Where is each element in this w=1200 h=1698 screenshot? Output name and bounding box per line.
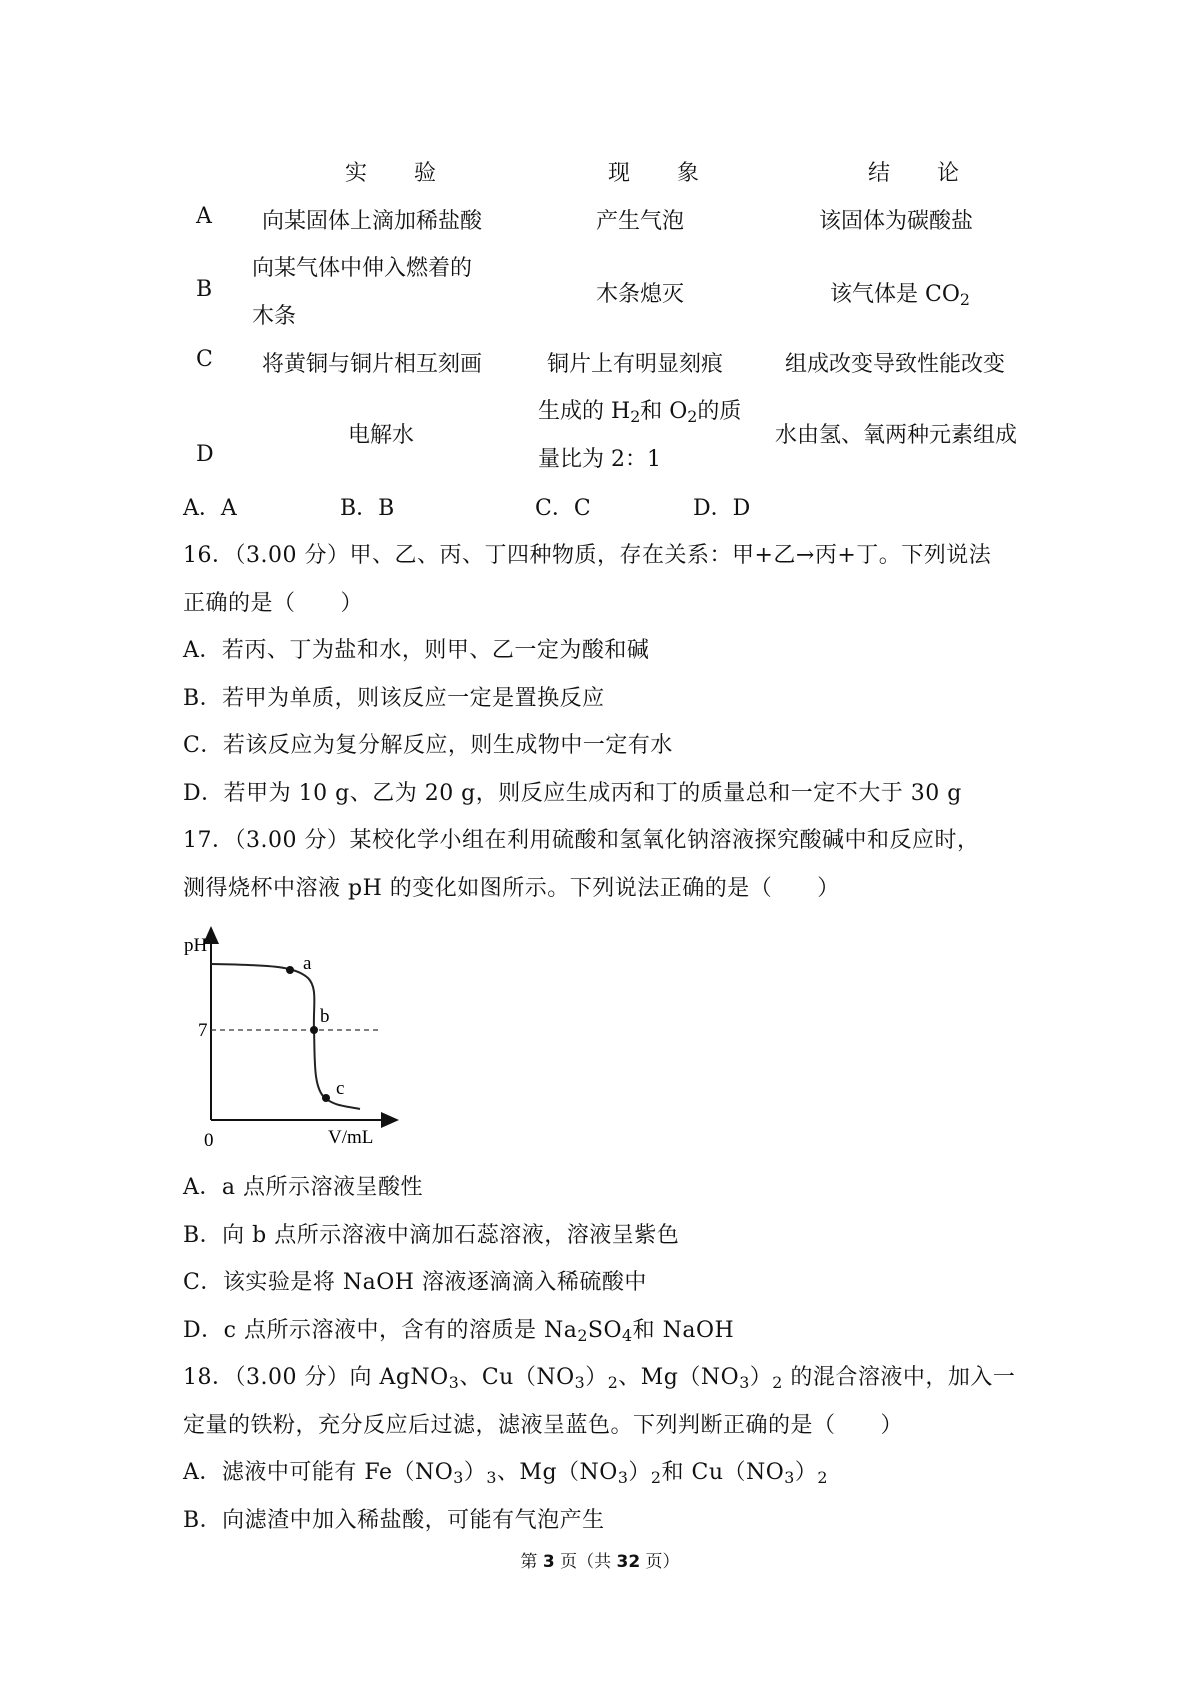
row-b-phenomenon: 木条熄灭 — [596, 282, 685, 307]
q16-option-d: D．若甲为 10 g、乙为 20 g，则反应生成丙和丁的质量总和一定不大于 30 g — [183, 781, 962, 806]
row-c-phenomenon: 铜片上有明显刻痕 — [547, 352, 724, 377]
row-d-experiment: 电解水 — [348, 423, 415, 448]
point-c-marker — [322, 1094, 330, 1102]
row-b-conclusion: 该气体是 $CO_2$ — [830, 282, 970, 309]
table-header-experiment: 实 验 — [345, 161, 456, 186]
current-page-number: 3 — [542, 1552, 555, 1572]
q18-option-b: B．向滤渣中加入稀盐酸，可能有气泡产生 — [183, 1508, 605, 1533]
q16-option-c: C．若该反应为复分解反应，则生成物中一定有水 — [183, 733, 673, 758]
row-a-label: A — [196, 204, 212, 229]
point-b-label: b — [320, 1006, 330, 1027]
ph7-tick-label: 7 — [198, 1020, 208, 1041]
total-page-count: 32 — [616, 1552, 641, 1572]
page-footer: 第 3 页（共 32 页） — [520, 1552, 680, 1572]
row-b-experiment-line2: 木条 — [252, 304, 297, 329]
q16-option-b: B．若甲为单质，则该反应一定是置换反应 — [183, 686, 605, 711]
row-b-label: B — [196, 277, 213, 302]
table-header-conclusion: 结 论 — [868, 161, 979, 186]
row-d-conclusion: 水由氢、氧两种元素组成 — [775, 423, 1018, 448]
q18-stem-line2: 定量的铁粉，充分反应后过滤，滤液呈蓝色。下列判断正确的是（ ） — [183, 1413, 904, 1438]
q15-option-d: D．D — [693, 496, 751, 521]
q15-option-b: B．B — [340, 496, 395, 521]
q18-option-a: A．滤液中可能有 $Fe(NO_3)_3$、$Mg(NO_3)_2$和 $Cu(NO_3)_2$ — [183, 1460, 828, 1487]
row-d-label: D — [196, 442, 214, 467]
q17-option-c: C．该实验是将 NaOH 溶液逐滴滴入稀硫酸中 — [183, 1270, 647, 1295]
point-b-marker — [310, 1026, 318, 1034]
row-c-experiment: 将黄铜与铜片相互刻画 — [262, 352, 483, 377]
q15-option-c: C．C — [535, 496, 591, 521]
q17-option-b: B．向 b 点所示溶液中滴加石蕊溶液，溶液呈紫色 — [183, 1223, 680, 1248]
q17-stem-line1: 17．（3.00 分）某校化学小组在利用硫酸和氢氧化钠溶液探究酸碱中和反应时， — [183, 828, 980, 853]
q17-option-a: A．a 点所示溶液呈酸性 — [183, 1175, 423, 1200]
table-header-phenomenon: 现 象 — [608, 161, 719, 186]
q17-option-d: D．c 点所示溶液中，含有的溶质是 $Na_2SO_4$和 NaOH — [183, 1318, 735, 1345]
row-a-phenomenon: 产生气泡 — [596, 209, 685, 234]
origin-label: 0 — [204, 1130, 214, 1148]
row-d-phenomenon-line2: 量比为 2：1 — [538, 447, 661, 472]
point-a-marker — [286, 966, 294, 974]
q16-option-a: A．若丙、丁为盐和水，则甲、乙一定为酸和碱 — [183, 638, 650, 663]
x-axis-label: V/mL — [328, 1127, 374, 1148]
q18-stem-line1: 18．（3.00 分）向 AgNO$_3$、$Cu(NO_3)_2$、$Mg(NO_3)_2$ 的混合溶液中，加入一 — [183, 1365, 1016, 1392]
row-a-experiment: 向某固体上滴加稀盐酸 — [262, 209, 483, 234]
q16-stem-line1: 16．（3.00 分）甲、乙、丙、丁四种物质，存在关系：甲+乙→丙+丁。下列说法 — [183, 543, 992, 568]
y-axis-label: pH — [184, 935, 208, 956]
row-c-conclusion: 组成改变导致性能改变 — [785, 352, 1006, 377]
row-d-phenomenon-line1: 生成的 $H_2$和 $O_2$的质 — [538, 399, 742, 426]
point-a-label: a — [303, 953, 312, 974]
ph-titration-graph — [180, 918, 410, 1148]
row-a-conclusion: 该固体为碳酸盐 — [819, 209, 974, 234]
row-c-label: C — [196, 347, 213, 372]
q16-stem-line2: 正确的是（ ） — [183, 591, 364, 616]
row-b-experiment-line1: 向某气体中伸入燃着的 — [252, 256, 473, 281]
q15-option-a: A．A — [183, 496, 237, 521]
q17-stem-line2: 测得烧杯中溶液 pH 的变化如图所示。下列说法正确的是（ ） — [183, 876, 840, 901]
point-c-label: c — [336, 1078, 345, 1099]
